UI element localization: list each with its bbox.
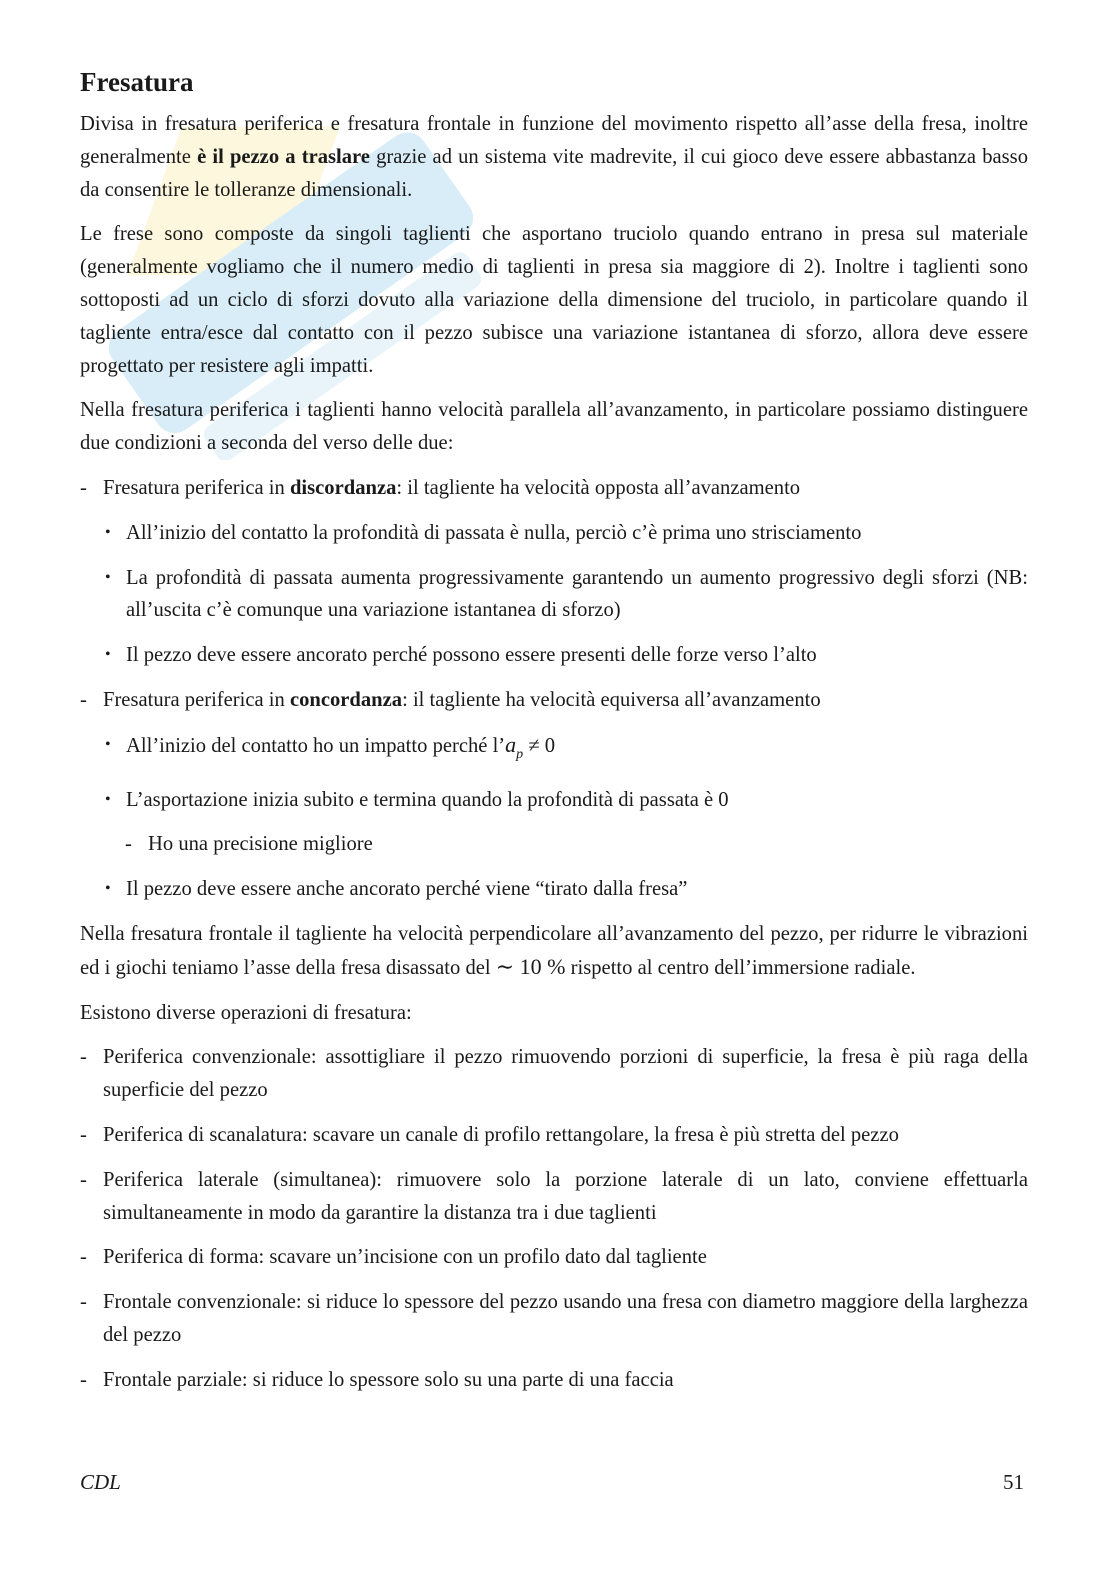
bullet-marker: • bbox=[105, 880, 111, 898]
bold-term: discordanza bbox=[289, 476, 397, 499]
list-item-discordanza: - Fresatura periferica in discordanza: il tagliente ha velocità opposta all’avanzamento bbox=[80, 472, 1028, 505]
dash-marker: - bbox=[80, 1046, 87, 1069]
bullet-marker: • bbox=[105, 646, 111, 664]
bullet-marker: • bbox=[105, 523, 111, 541]
footer-label: CDL bbox=[80, 1470, 121, 1494]
list-item-operation: - Periferica laterale (simultanea): rimuovere solo la porzione laterale di un lato, conviene effettuarla simultaneamente in modo da garantire la distanza tra i due taglienti bbox=[80, 1164, 1028, 1230]
dash-marker: - bbox=[80, 1368, 87, 1391]
dash-marker: - bbox=[80, 476, 87, 499]
paragraph-taglienti: Le frese sono composte da singoli taglienti che asportano truciolo quando entrano in presa sul materiale (generalmente vogliamo che il numero medio di taglienti in presa sia maggiore di 2). Inoltre i taglienti sono sottoposti ad un ciclo di sforzi dovuto alla variazione della dimensione del truciolo, in particolare quando il tagliente entra/esce dal contatto con il pezzo subisce una variazione istantanea di sforzo, allora deve essere progettato per resistere agli impatti. bbox=[80, 223, 1028, 377]
dash-marker: - bbox=[80, 1168, 87, 1191]
math-expression: ≠ 0 bbox=[523, 734, 556, 757]
list-item-operation: - Periferica di forma: scavare un’incisione con un profilo dato dal tagliente bbox=[80, 1241, 1028, 1274]
paragraph-intro: Divisa in fresatura periferica e fresatura frontale in funzione del movimento rispetto all’asse della fresa, inoltre generalmente è il pezzo a traslare grazie ad un sistema vite madrevite, il cui gioco deve essere abbastanza basso da consentire le tolleranze dimensionali. bbox=[80, 113, 1028, 201]
list-item: • La profondità di passata aumenta progressivamente garantendo un aumento progressivo degli sforzi (NB: all’uscita c’è comunque una variazione istantanea di sforzo) bbox=[80, 562, 1028, 628]
list-item-operation: - Periferica convenzionale: assottigliare il pezzo rimuovendo porzioni di superficie, la fresa è più raga della superficie del pezzo bbox=[80, 1041, 1028, 1107]
dash-marker: - bbox=[80, 1246, 87, 1269]
dash-marker: - bbox=[125, 833, 132, 856]
dash-marker: - bbox=[80, 1123, 87, 1146]
list-item-operation: - Frontale parziale: si riduce lo spessore solo su una parte di una faccia bbox=[80, 1364, 1028, 1397]
list-item: • Il pezzo deve essere ancorato perché possono essere presenti delle forze verso l’alto bbox=[80, 639, 1028, 672]
list-item: • All’inizio del contatto ho un impatto perché $l’a_p \ne 0$ bbox=[80, 729, 1028, 772]
section-title: Fresatura bbox=[80, 67, 194, 97]
list-subitem: - Ho una precisione migliore bbox=[80, 828, 1028, 861]
list-item: • Il pezzo deve essere anche ancorato perché viene “tirato dalla fresa” bbox=[80, 873, 1028, 906]
page-footer bbox=[80, 1470, 1028, 1502]
page-content bbox=[80, 62, 1028, 1409]
dash-marker: - bbox=[80, 688, 87, 711]
paragraph-frontale: Nella fresatura frontale il tagliente ha velocità perpendicolare all’avanzamento del pezzo, per ridurre le vibrazioni ed i giochi teniamo l’asse della fresa disassato del ∼ 10 % rispetto al centro dell’immersione radiale. bbox=[80, 922, 1028, 979]
bullet-marker: • bbox=[105, 568, 111, 586]
list-item: • All’inizio del contatto la profondità di passata è nulla, perciò c’è prima uno strisciamento bbox=[80, 517, 1028, 550]
list-item-operation: - Frontale convenzionale: si riduce lo spessore del pezzo usando una fresa con diametro maggiore della larghezza del pezzo bbox=[80, 1286, 1028, 1352]
paragraph-operazioni: Esistono diverse operazioni di fresatura: bbox=[80, 1001, 412, 1024]
page-number: 51 bbox=[1003, 1470, 1024, 1494]
math-expression: ∼ 10 % bbox=[495, 953, 566, 979]
math-subscript: p bbox=[516, 746, 524, 762]
bullet-marker: • bbox=[105, 790, 111, 808]
paragraph-periferica: Nella fresatura periferica i taglienti hanno velocità parallela all’avanzamento, in particolare possiamo distinguere due condizioni a seconda del verso delle due: bbox=[80, 399, 1028, 455]
list-item-concordanza: - Fresatura periferica in concordanza: il tagliente ha velocità equiversa all’avanzamento bbox=[80, 684, 1028, 717]
dash-marker: - bbox=[80, 1291, 87, 1314]
bold-term: concordanza bbox=[289, 688, 403, 711]
bold-phrase: è il pezzo a traslare bbox=[197, 145, 370, 168]
list-item-operation: - Periferica di scanalatura: scavare un canale di profilo rettangolare, la fresa è più stretta del pezzo bbox=[80, 1119, 1028, 1152]
math-symbol: a bbox=[505, 731, 517, 757]
bullet-marker: • bbox=[105, 735, 111, 753]
list-item: • L’asportazione inizia subito e termina quando la profondità di passata è 0 bbox=[80, 784, 1028, 817]
